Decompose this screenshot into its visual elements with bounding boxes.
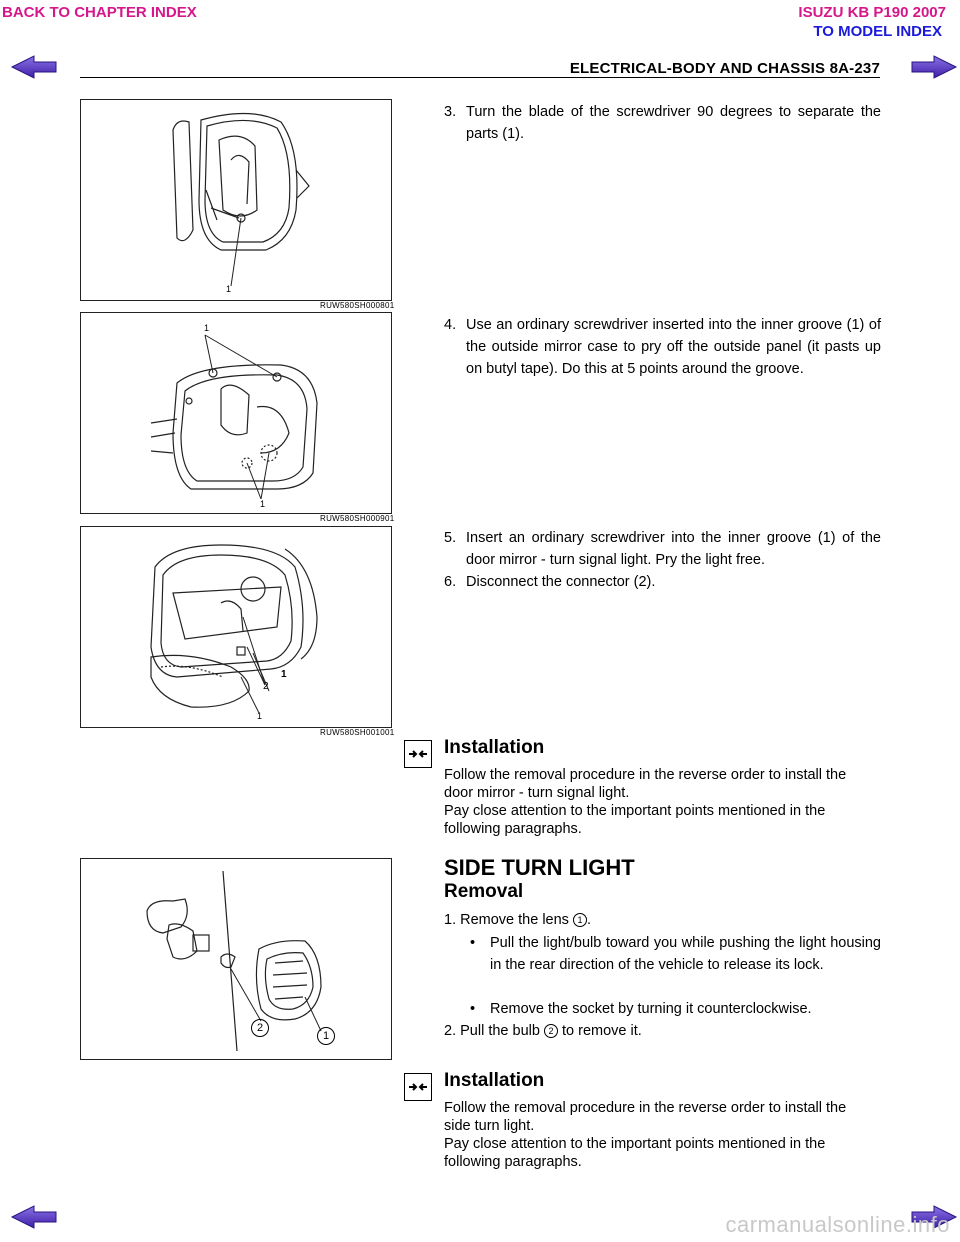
- step-5: [444, 527, 881, 571]
- bullet-dot: •: [470, 1001, 476, 1017]
- side-turn-light-illustration: [81, 859, 391, 1059]
- lens-callout: [251, 1019, 269, 1037]
- step-number: 5.: [444, 530, 457, 546]
- paragraph-line: Pay close attention to the important points mentioned in the: [444, 803, 826, 819]
- figure-callout-label: 2: [263, 681, 269, 692]
- callout-number: 2: [251, 1019, 269, 1037]
- installation-heading: Installation: [444, 1070, 545, 1091]
- step-text: to remove it.: [557, 1023, 642, 1039]
- bullet-text: Pull the light/bulb toward you while pushing the light housing in the rear direction of the vehicle to release its lock.: [490, 935, 881, 973]
- step-4: [444, 314, 881, 380]
- back-to-chapter-index-link[interactable]: BACK TO CHAPTER INDEX: [2, 4, 197, 21]
- step-text: Disconnect the connector (2).: [466, 574, 656, 590]
- step-text: Turn the blade of the screwdriver 90 degrees to separate the parts (1).: [466, 104, 881, 142]
- figure-callout-label: 1: [260, 499, 266, 509]
- step-text: Insert an ordinary screwdriver into the inner groove (1) of the door mirror - turn signal light. Pry the light free.: [466, 530, 881, 568]
- paragraph-line: door mirror - turn signal light.: [444, 785, 630, 801]
- step-3: [444, 101, 881, 145]
- side-turn-step-1: [444, 909, 881, 931]
- figure-turn-signal-light-removal: [80, 526, 392, 728]
- model-title-link[interactable]: ISUZU KB P190 2007: [798, 4, 946, 21]
- bullet-text: Remove the socket by turning it counterclockwise.: [490, 1001, 812, 1017]
- bulb-callout: [317, 1027, 335, 1045]
- paragraph-line: side turn light.: [444, 1118, 535, 1134]
- prev-page-arrow-icon[interactable]: [10, 54, 58, 80]
- lens-reference: 1: [573, 913, 587, 927]
- paragraph-line: following paragraphs.: [444, 1154, 582, 1170]
- paragraph-line: Pay close attention to the important points mentioned in the: [444, 1136, 826, 1152]
- bullet-item: [470, 932, 881, 976]
- figure-outside-panel-removal: [80, 312, 392, 514]
- site-watermark: carmanualsonline.info: [725, 1212, 950, 1237]
- removal-heading: Removal: [444, 881, 524, 902]
- step-number: 3.: [444, 104, 457, 120]
- installation-paragraph: [444, 766, 884, 838]
- step-text: Use an ordinary screwdriver inserted into the inner groove (1) of the outside mirror case to pry off the outside panel (it pasts up on butyl tape). Do this at 5 points around the groove.: [466, 317, 881, 377]
- page-header-title: ELECTRICAL-BODY AND CHASSIS 8A-237: [569, 60, 880, 77]
- mirror-disassembly-illustration: [81, 100, 391, 300]
- installation-paragraph: [444, 1099, 884, 1171]
- step-number: 6.: [444, 574, 457, 590]
- installation-arrows-icon: [404, 740, 432, 768]
- side-turn-step-2: [444, 1020, 881, 1042]
- paragraph-line: Follow the removal procedure in the reverse order to install the: [444, 1100, 847, 1116]
- figure-code: RUW580SH001001: [320, 728, 395, 737]
- figure-callout-label: 1: [204, 323, 210, 333]
- callout-number: 1: [317, 1027, 335, 1045]
- figure-code: RUW580SH000801: [320, 301, 395, 310]
- header-rule: [80, 77, 880, 78]
- step-text: 2. Pull the bulb: [444, 1023, 544, 1039]
- step-6: [444, 571, 881, 593]
- paragraph-line: following paragraphs.: [444, 821, 582, 837]
- outside-panel-illustration: [81, 313, 391, 513]
- prev-page-arrow-icon[interactable]: [10, 1204, 58, 1230]
- figure-side-turn-light: [80, 858, 392, 1060]
- bullet-item: [470, 998, 881, 1020]
- figure-mirror-disassembly: [80, 99, 392, 301]
- to-model-index-link[interactable]: TO MODEL INDEX: [813, 23, 942, 40]
- figure-callout-label: 1: [257, 711, 263, 721]
- step-text: 1. Remove the lens: [444, 912, 573, 928]
- paragraph-line: Follow the removal procedure in the reverse order to install the: [444, 767, 847, 783]
- figure-callout-label: 1: [226, 284, 232, 294]
- turn-signal-light-illustration: [81, 527, 391, 727]
- installation-arrows-icon: [404, 1073, 432, 1101]
- bullet-dot: •: [470, 935, 476, 951]
- bulb-reference: 2: [544, 1024, 558, 1038]
- installation-heading: Installation: [444, 737, 545, 758]
- figure-callout-label: 1: [281, 669, 287, 680]
- step-number: 4.: [444, 317, 457, 333]
- step-text: .: [586, 912, 591, 928]
- figure-code: RUW580SH000901: [320, 514, 395, 523]
- next-page-arrow-icon[interactable]: [910, 54, 958, 80]
- section-title: SIDE TURN LIGHT: [444, 855, 635, 880]
